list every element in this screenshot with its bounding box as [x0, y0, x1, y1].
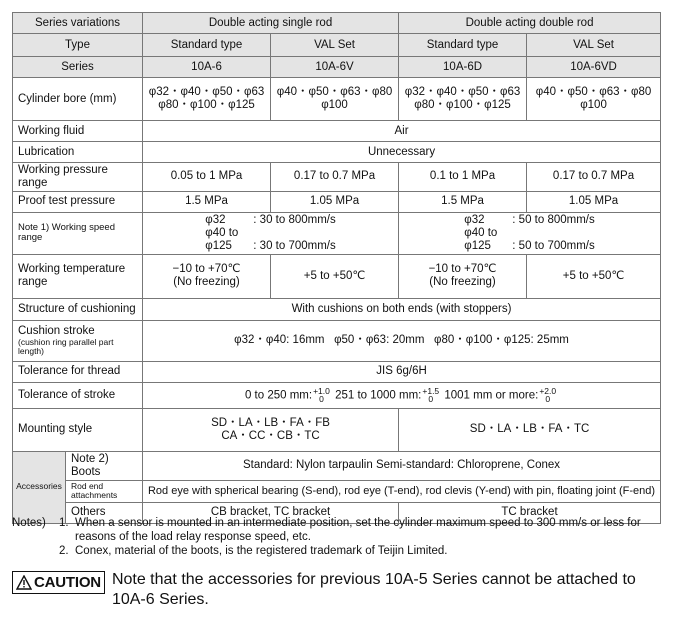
caution-text: Note that the accessories for previous 10A-5 Series cannot be attached to 10A-6 Series.: [111, 571, 636, 608]
proof-cell: 1.5 MPa: [399, 191, 527, 212]
stroke-tolerance-label: Tolerance of stroke: [13, 382, 143, 408]
caution-label: CAUTION: [34, 574, 101, 591]
notes: [12, 517, 662, 558]
accessories-boots-row: [13, 451, 661, 480]
lubrication-row: [13, 142, 661, 163]
rod-end-value: Rod eye with spherical bearing (S-end), rod eye (T-end), rod clevis (Y-end) with pin, floating joint (F-end): [143, 480, 661, 502]
type-row: [13, 34, 661, 57]
fluid-row: [13, 121, 661, 142]
bore-standard-single: φ32・φ40・φ50・φ63 φ80・φ100・φ125: [143, 78, 271, 121]
temperature-row: [13, 254, 661, 298]
temperature-label: Working temperature range: [13, 254, 143, 298]
lubrication-value: Unnecessary: [143, 142, 661, 163]
lubrication-label: Lubrication: [13, 142, 143, 163]
cushion-stroke-value: φ32・φ40: 16mm φ50・φ63: 20mm φ80・φ100・φ125: 25mm: [143, 320, 661, 361]
speed-double: φ32 : 50 to 800mm/s φ40 to φ125 : 50 to 700mm/s: [399, 212, 661, 254]
warning-triangle-icon: [16, 575, 32, 590]
mounting-row: [13, 408, 661, 451]
bore-standard-double: φ32・φ40・φ50・φ63 φ80・φ100・φ125: [399, 78, 527, 121]
notes-tag: Notes): [12, 517, 46, 529]
series-cell: 10A-6: [143, 57, 271, 78]
caution-badge: [12, 571, 105, 594]
boots-value: Standard: Nylon tarpaulin Semi-standard: Chloroprene, Conex: [143, 451, 661, 480]
cushioning-label: Structure of cushioning: [13, 298, 143, 320]
type-cell: VAL Set: [271, 34, 399, 57]
rod-end-label: Rod end attachments: [66, 480, 143, 502]
type-cell: Standard type: [399, 34, 527, 57]
temperature-standard-double: −10 to +70℃ (No freezing): [399, 254, 527, 298]
others-label: Others: [66, 502, 143, 523]
series-variations-row: [13, 13, 661, 34]
cushioning-value: With cushions on both ends (with stoppers): [143, 298, 661, 320]
note-2-text: Conex, material of the boots, is the registered trademark of Teijin Limited.: [75, 544, 448, 557]
boots-label: Note 2) Boots: [66, 451, 143, 480]
bore-val-double: φ40・φ50・φ63・φ80 φ100: [527, 78, 661, 121]
thread-label: Tolerance for thread: [13, 361, 143, 382]
proof-cell: 1.5 MPa: [143, 191, 271, 212]
note-1: [12, 517, 662, 545]
cushion-stroke-row: [13, 320, 661, 361]
speed-label: Note 1) Working speed range: [13, 212, 143, 254]
series-label: Series: [13, 57, 143, 78]
series-cell: 10A-6V: [271, 57, 399, 78]
specifications-table: [12, 12, 661, 524]
stroke-tolerance-value: 0 to 250 mm: +1.0 0 251 to 1000 mm: +1.5 0 1001 mm or more: +2.0 0: [143, 382, 661, 408]
series-cell: 10A-6VD: [527, 57, 661, 78]
caution-block: [12, 570, 664, 609]
note-2-number: 2.: [59, 544, 69, 557]
cushion-stroke-label: Cushion stroke (cushion ring parallel part length): [13, 320, 143, 361]
speed-row: [13, 212, 661, 254]
fluid-value: Air: [143, 121, 661, 142]
fluid-label: Working fluid: [13, 121, 143, 142]
speed-single: φ32 : 30 to 800mm/s φ40 to φ125 : 30 to 700mm/s: [143, 212, 399, 254]
double-rod-heading: Double acting double rod: [399, 13, 661, 34]
type-cell: Standard type: [143, 34, 271, 57]
pressure-cell: 0.05 to 1 MPa: [143, 163, 271, 192]
proof-cell: 1.05 MPa: [527, 191, 661, 212]
thread-value: JIS 6g/6H: [143, 361, 661, 382]
others-double: TC bracket: [399, 502, 661, 523]
proof-row: [13, 191, 661, 212]
type-label: Type: [13, 34, 143, 57]
accessories-rod-row: [13, 480, 661, 502]
note-2: [12, 545, 662, 559]
note-1-text: When a sensor is mounted in an intermediate position, set the cylinder maximum speed to 300 mm/s or less for reasons of the load relay response speed, etc.: [75, 517, 641, 543]
mounting-double: SD・LA・LB・FA・TC: [399, 408, 661, 451]
single-rod-heading: Double acting single rod: [143, 13, 399, 34]
mounting-label: Mounting style: [13, 408, 143, 451]
series-variations-label: Series variations: [13, 13, 143, 34]
proof-cell: 1.05 MPa: [271, 191, 399, 212]
bore-row: [13, 78, 661, 121]
pressure-cell: 0.17 to 0.7 MPa: [271, 163, 399, 192]
mounting-single: SD・LA・LB・FA・FB CA・CC・CB・TC: [143, 408, 399, 451]
stroke-tolerance-row: [13, 382, 661, 408]
temperature-standard-single: −10 to +70℃ (No freezing): [143, 254, 271, 298]
cushioning-row: [13, 298, 661, 320]
bore-val-single: φ40・φ50・φ63・φ80 φ100: [271, 78, 399, 121]
series-row: [13, 57, 661, 78]
series-cell: 10A-6D: [399, 57, 527, 78]
pressure-row: [13, 163, 661, 192]
note-1-number: 1.: [59, 517, 69, 529]
pressure-label: Working pressure range: [13, 163, 143, 192]
type-cell: VAL Set: [527, 34, 661, 57]
bore-label: Cylinder bore (mm): [13, 78, 143, 121]
thread-row: [13, 361, 661, 382]
pressure-cell: 0.1 to 1 MPa: [399, 163, 527, 192]
temperature-val-double: +5 to +50℃: [527, 254, 661, 298]
pressure-cell: 0.17 to 0.7 MPa: [527, 163, 661, 192]
accessories-label: Accessories: [13, 451, 66, 523]
proof-label: Proof test pressure: [13, 191, 143, 212]
others-single: CB bracket, TC bracket: [143, 502, 399, 523]
temperature-val-single: +5 to +50℃: [271, 254, 399, 298]
